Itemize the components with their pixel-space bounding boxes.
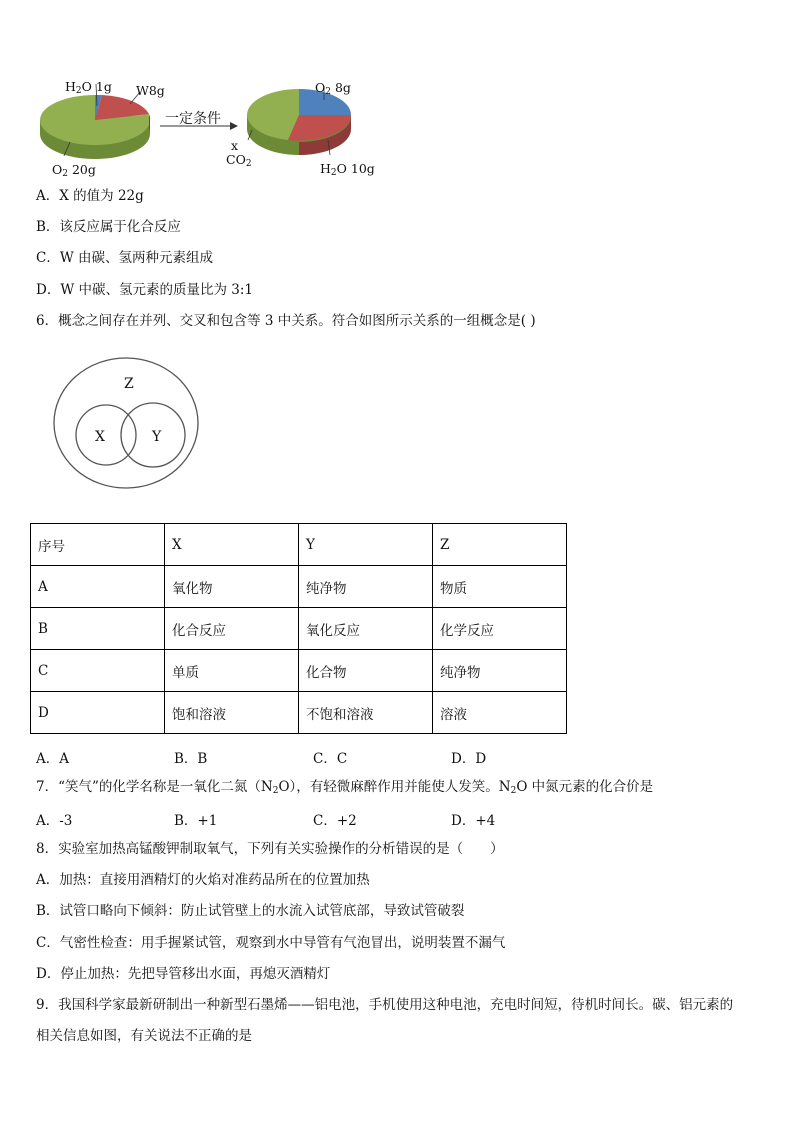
q7-answer-a: A．-3 <box>36 813 73 829</box>
q7-answer-c: C．+2 <box>313 813 357 829</box>
left-o2-label: $O_2$ 20g <box>52 162 96 179</box>
q8-option-c: C．气密性检查：用手握紧试管，观察到水中导管有气泡冒出，说明装置不漏气 <box>36 935 506 951</box>
q8-option-b: B．试管口略向下倾斜：防止试管壁上的水流入试管底部，导致试管破裂 <box>36 903 465 919</box>
table-header-cell: Z <box>433 524 567 566</box>
right-o2-label: $O_2$ 8g <box>315 80 351 97</box>
table-cell: 纯净物 <box>433 650 567 692</box>
q7-stem: 7．“笑气”的化学名称是一氧化二氮$(N_2O)$，有轻微麻醉作用并能使人发笑。$N_2O$ 中氮元素的化合价是 <box>36 779 654 796</box>
q6-stem: 6．概念之间存在并列、交叉和包含等 3 中关系。符合如图所示关系的一组概念是( ) <box>36 313 536 329</box>
q9-stem-line2: 相关信息如图，有关说法不正确的是 <box>36 1028 252 1044</box>
venn-y-label: Y <box>152 429 162 445</box>
q6-answer-a: A．A <box>36 751 69 767</box>
q7-answer-b: B．+1 <box>174 813 218 829</box>
table-cell: 单质 <box>165 650 299 692</box>
table-cell: 物质 <box>433 566 567 608</box>
q9-stem-line1: 9．我国科学家最新研制出一种新型石墨烯——铝电池，手机使用这种电池，充电时间短，待机时间长。碳、铝元素的 <box>36 997 734 1013</box>
table-cell: A <box>31 566 165 608</box>
venn-z-label: Z <box>124 376 134 392</box>
table-cell: 饱和溶液 <box>165 692 299 734</box>
table-header-cell: Y <box>299 524 433 566</box>
table-header-cell: 序号 <box>31 524 165 566</box>
table-row <box>31 650 567 692</box>
table-cell: 化合反应 <box>165 608 299 650</box>
q5-option-d: D．W 中碳、氢元素的质量比为 3:1 <box>36 282 254 298</box>
table-cell: D <box>31 692 165 734</box>
q5-option-b: B．该反应属于化合反应 <box>36 219 181 235</box>
table-cell: 氧化物 <box>165 566 299 608</box>
right-x-label: x <box>231 138 239 153</box>
q5-option-a: A．X 的值为 22g <box>36 188 144 204</box>
table-cell: C <box>31 650 165 692</box>
arrow-condition-label: 一定条件 <box>165 111 221 127</box>
table-cell: 不饱和溶液 <box>299 692 433 734</box>
right-h2o-label: $H_2O$ 10g <box>320 161 375 178</box>
concept-table <box>30 523 567 734</box>
q6-answer-b: B．B <box>174 751 208 767</box>
q7-answer-d: D．+4 <box>451 813 496 829</box>
table-cell: 溶液 <box>433 692 567 734</box>
q5-option-c: C．W 由碳、氢两种元素组成 <box>36 250 213 266</box>
right-co2-label: $CO_2$ <box>226 152 252 169</box>
table-row <box>31 608 567 650</box>
table-cell: B <box>31 608 165 650</box>
q8-option-d: D．停止加热：先把导管移出水面，再熄灭酒精灯 <box>36 966 331 982</box>
table-cell: 化合物 <box>299 650 433 692</box>
table-cell: 氧化反应 <box>299 608 433 650</box>
left-h2o-label: $H_2O$ 1g <box>65 79 112 96</box>
table-cell: 纯净物 <box>299 566 433 608</box>
venn-x-label: X <box>95 429 105 445</box>
table-row <box>31 566 567 608</box>
left-w-label: W8g <box>136 83 165 98</box>
q8-stem: 8．实验室加热高锰酸钾制取氧气，下列有关实验操作的分析错误的是（ ） <box>36 841 504 857</box>
table-cell: 化学反应 <box>433 608 567 650</box>
q6-answer-c: C．C <box>313 751 348 767</box>
table-row <box>31 692 567 734</box>
table-header-cell: X <box>165 524 299 566</box>
q6-answer-d: D．D <box>451 751 487 767</box>
table-header-row <box>31 524 567 566</box>
q8-option-a: A．加热：直接用酒精灯的火焰对准药品所在的位置加热 <box>36 872 370 888</box>
